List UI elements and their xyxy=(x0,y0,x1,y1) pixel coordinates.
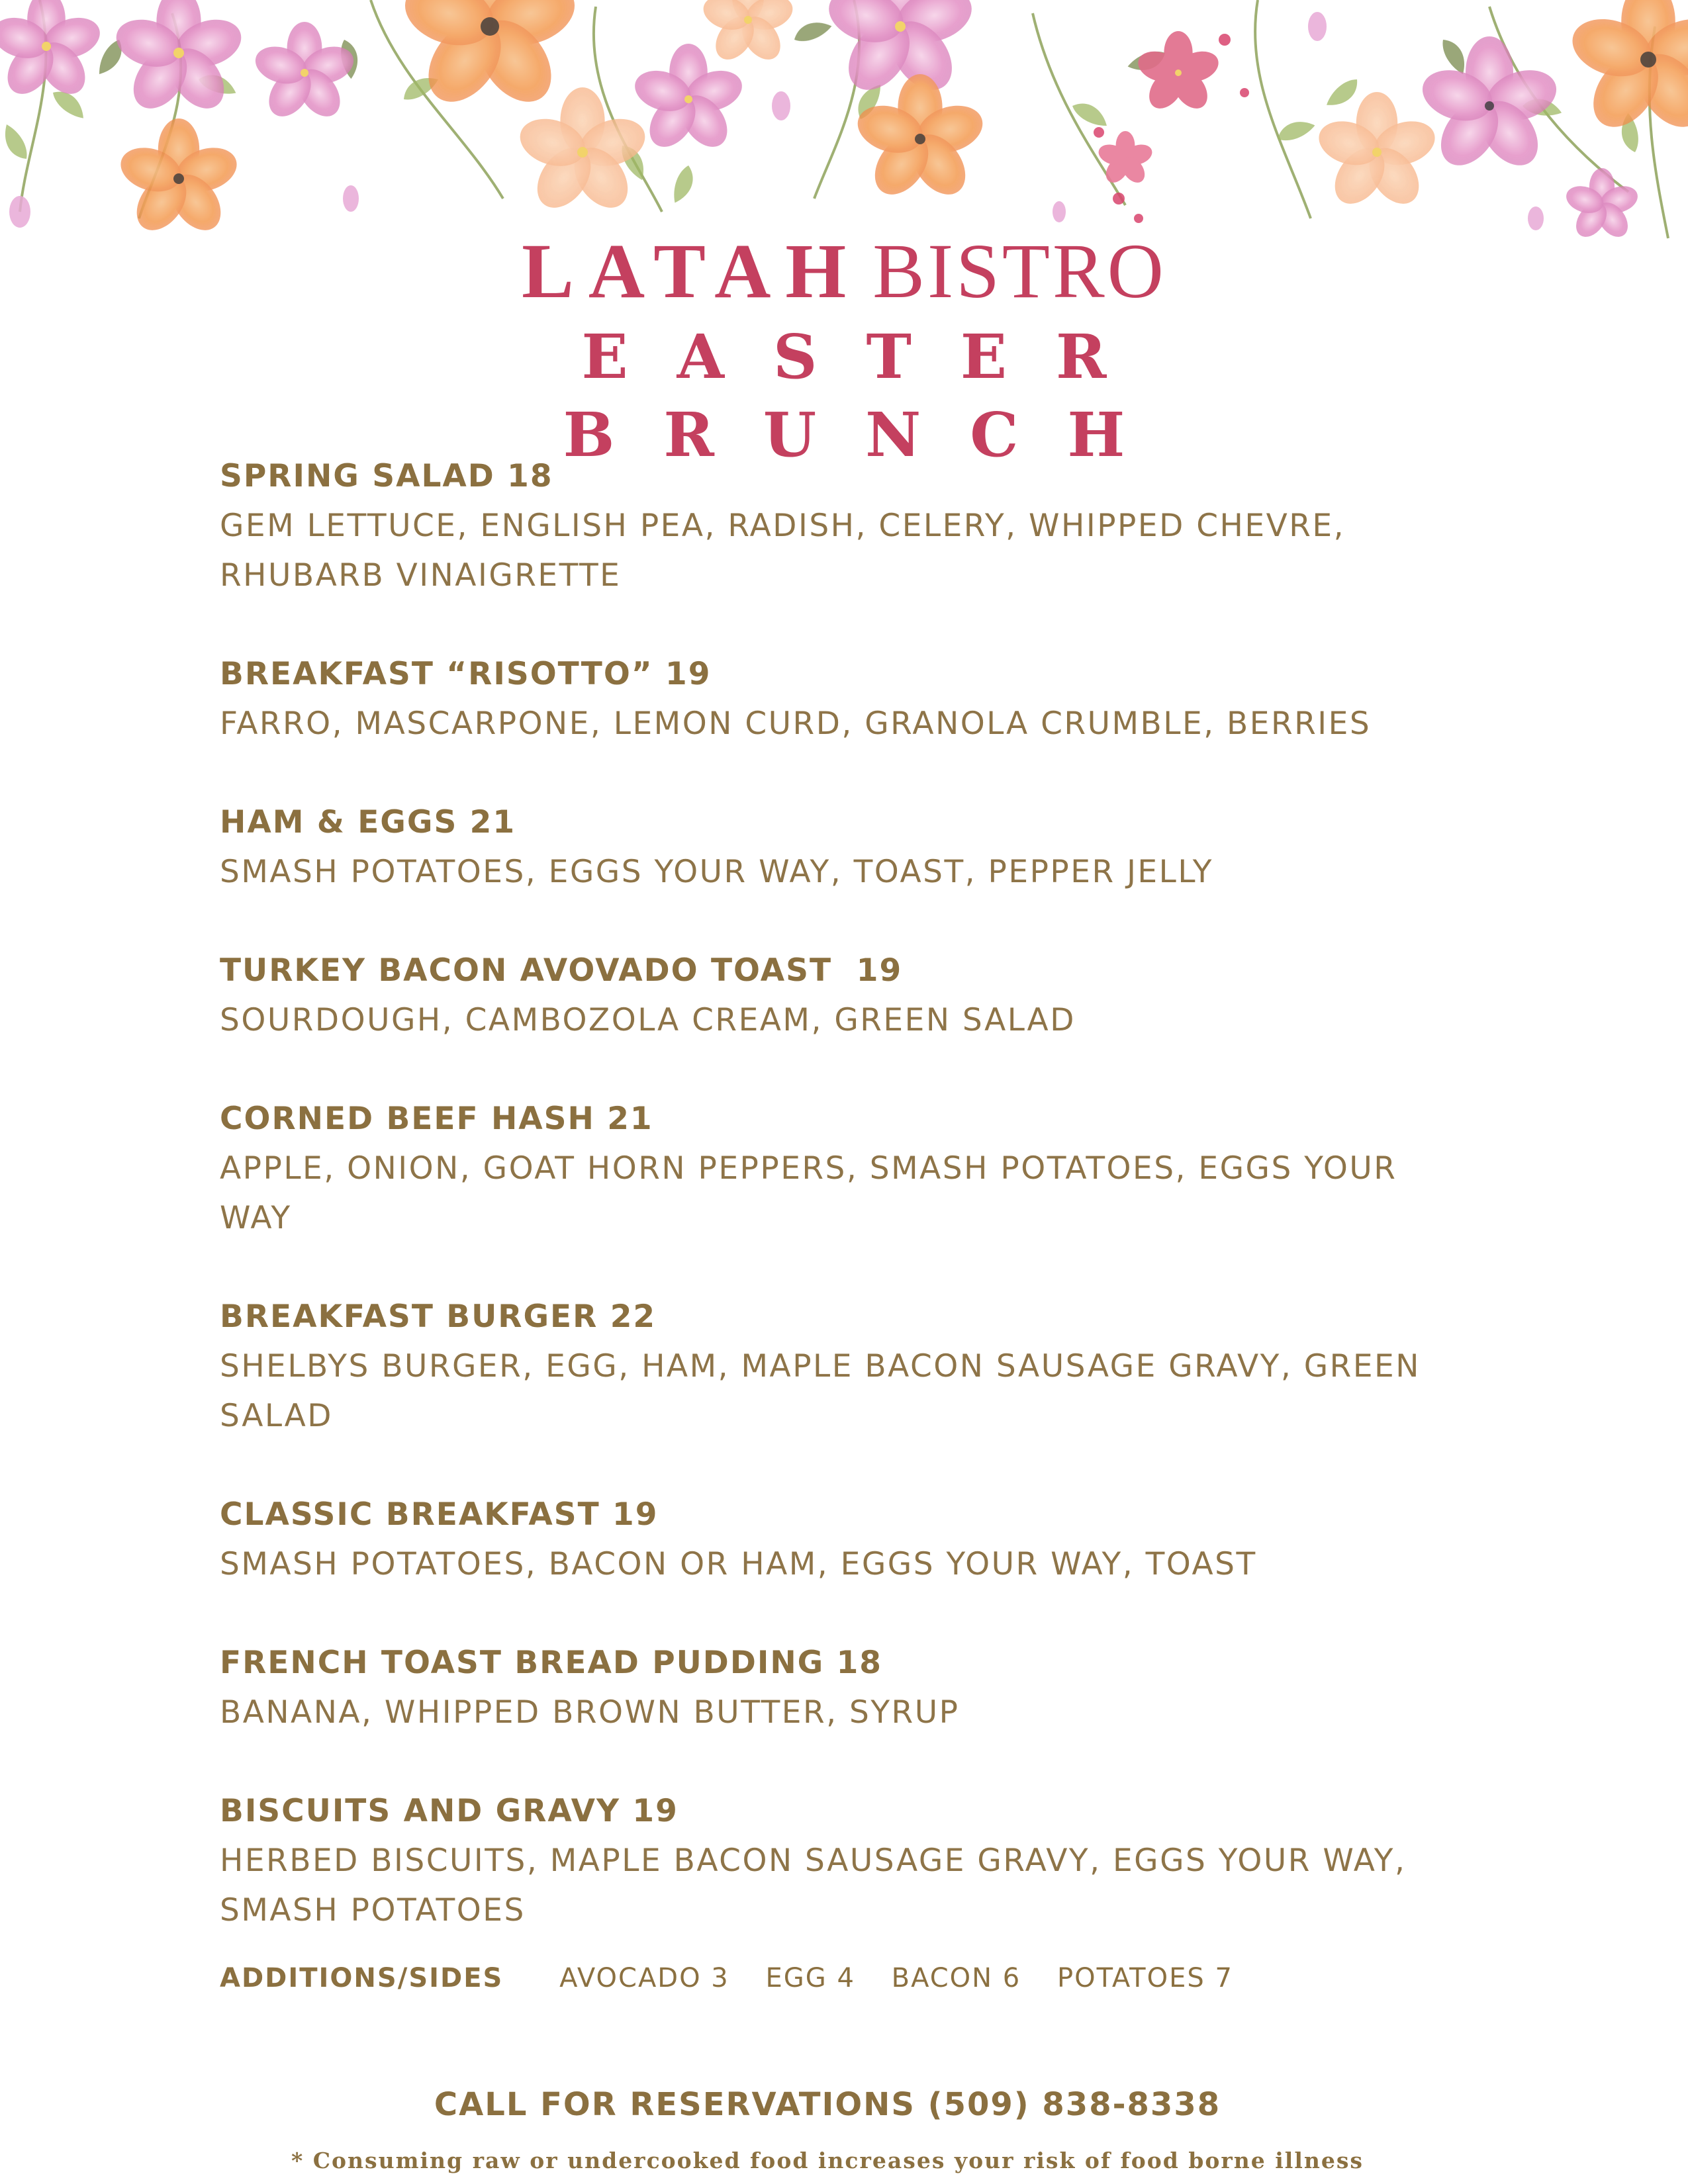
menu-list xyxy=(220,451,1477,1984)
menu-item-description: SHELBYS BURGER, EGG, HAM, MAPLE BACON SAUSAGE GRAVY, GREEN SALAD xyxy=(220,1348,1421,1434)
brand-part1: LATAH xyxy=(522,228,861,314)
restaurant-name xyxy=(0,225,1688,318)
menu-item-description: SMASH POTATOES, BACON OR HAM, EGGS YOUR WAY, TOAST xyxy=(220,1546,1257,1582)
menu-item xyxy=(220,649,1477,749)
event-title-line2: BRUNCH xyxy=(563,399,1174,471)
menu-item xyxy=(220,797,1477,897)
menu-item-name: CORNED BEEF HASH 21 xyxy=(220,1101,653,1137)
addition-option: EGG 4 xyxy=(765,1963,855,1993)
addition-option: BACON 6 xyxy=(891,1963,1021,1993)
menu-item-name: TURKEY BACON AVOVADO TOAST 19 xyxy=(220,952,903,989)
menu-item-description: SMASH POTATOES, EGGS YOUR WAY, TOAST, PEPPER JELLY xyxy=(220,854,1213,890)
addition-option: POTATOES 7 xyxy=(1056,1963,1233,1993)
menu-item-description: HERBED BISCUITS, MAPLE BACON SAUSAGE GRAVY, EGGS YOUR WAY, SMASH POTATOES xyxy=(220,1843,1407,1929)
menu-item-name: HAM & EGGS 21 xyxy=(220,804,516,841)
menu-item-name: FRENCH TOAST BREAD PUDDING 18 xyxy=(220,1645,883,1681)
menu-item-description: APPLE, ONION, GOAT HORN PEPPERS, SMASH POTATOES, EGGS YOUR WAY xyxy=(220,1150,1397,1236)
menu-item-name: BREAKFAST “RISOTTO” 19 xyxy=(220,656,712,692)
menu-item xyxy=(220,1292,1477,1441)
menu-item-description: BANANA, WHIPPED BROWN BUTTER, SYRUP xyxy=(220,1694,960,1731)
food-safety-warning: * Consuming raw or undercooked food increases your risk of food borne illness xyxy=(291,2148,1364,2173)
menu-item-description: GEM LETTUCE, ENGLISH PEA, RADISH, CELERY, WHIPPED CHEVRE, RHUBARB VINAIGRETTE xyxy=(220,508,1346,594)
menu-item-description: FARRO, MASCARPONE, LEMON CURD, GRANOLA CRUMBLE, BERRIES xyxy=(220,705,1372,742)
addition-option: AVOCADO 3 xyxy=(559,1963,729,1993)
brand-part2: BISTRO xyxy=(872,228,1166,314)
additions-sides xyxy=(220,1963,1260,1993)
additions-label: ADDITIONS/SIDES xyxy=(220,1963,504,1993)
menu-item xyxy=(220,946,1477,1045)
menu-item-name: BISCUITS AND GRAVY 19 xyxy=(220,1793,679,1829)
menu-item xyxy=(220,1490,1477,1589)
menu-item xyxy=(220,451,1477,600)
menu-item-name: CLASSIC BREAKFAST 19 xyxy=(220,1496,659,1533)
menu-item-name: SPRING SALAD 18 xyxy=(220,458,553,494)
menu-item xyxy=(220,1094,1477,1243)
menu-item xyxy=(220,1638,1477,1737)
menu-header xyxy=(0,225,1688,474)
menu-item xyxy=(220,1786,1477,1935)
reservations-line: CALL FOR RESERVATIONS (509) 838-8338 xyxy=(434,2086,1221,2123)
menu-item-name: BREAKFAST BURGER 22 xyxy=(220,1298,657,1335)
menu-item-description: SOURDOUGH, CAMBOZOLA CREAM, GREEN SALAD xyxy=(220,1002,1076,1038)
event-title-line1: EASTER xyxy=(581,321,1156,392)
